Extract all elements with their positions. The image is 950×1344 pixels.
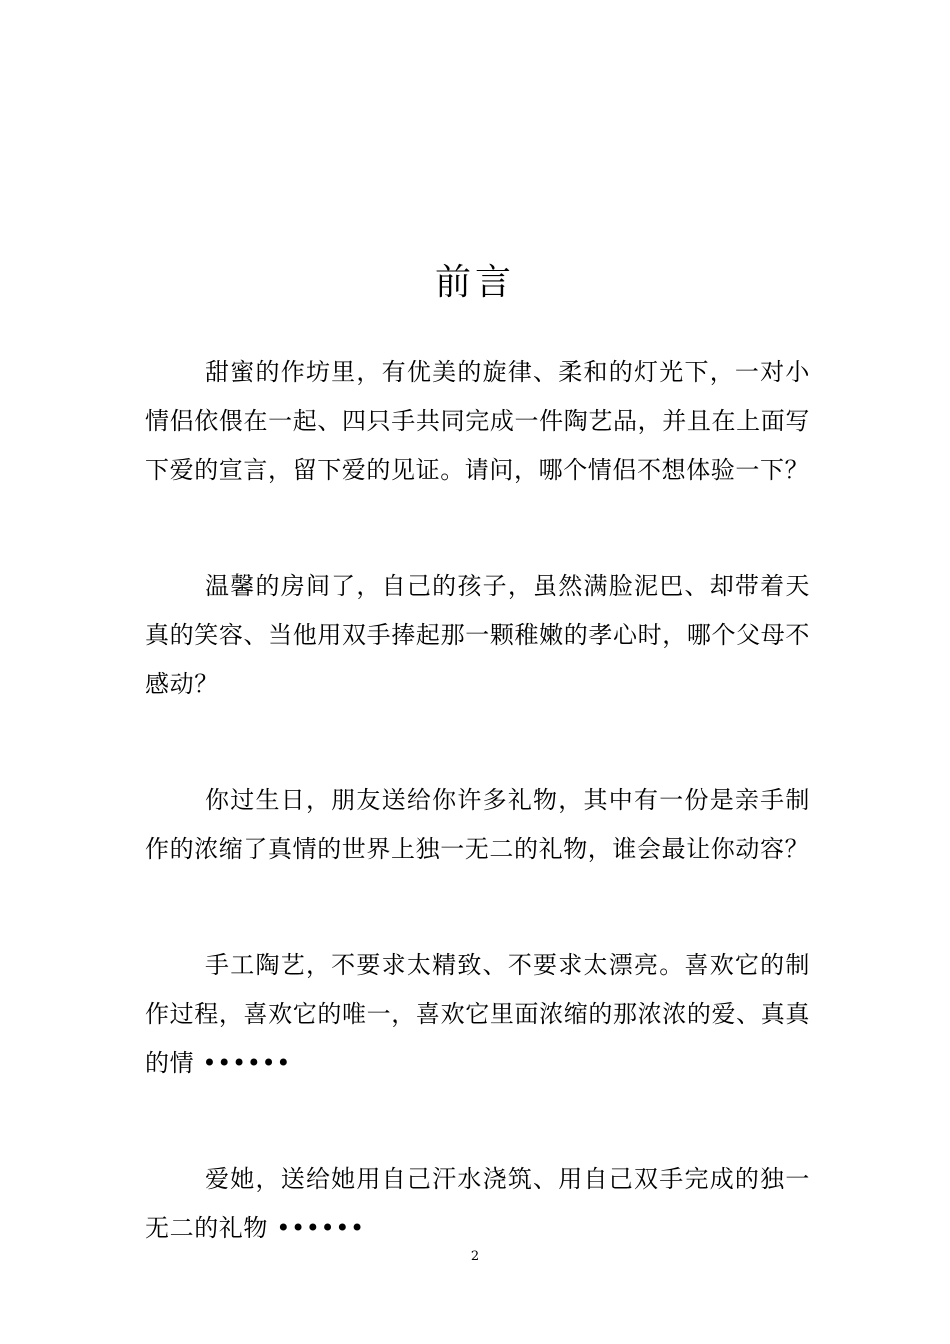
paragraph-3: 你过生日，朋友送给你许多礼物，其中有一份是亲手制作的浓缩了真情的世界上独一无二的礼物，谁会最让你动容？ (145, 786, 810, 863)
page-title: 前言 (434, 262, 515, 303)
page-number: 2 (470, 1249, 480, 1264)
body-text (145, 348, 810, 1253)
paragraph-1: 甜蜜的作坊里，有优美的旋律、柔和的灯光下，一对小情侣依偎在一起、四只手共同完成一件陶艺品，并且在上面写下爱的宣言，留下爱的见证。请问，哪个情侣不想体验一下？ (145, 358, 810, 484)
paragraph-4: 手工陶艺，不要求太精致、不要求太漂亮。喜欢它的制作过程，喜欢它的唯一，喜欢它里面浓缩的那浓浓的爱、真真的情 •••••• (145, 951, 810, 1077)
paragraph-5: 爱她，送给她用自己汗水浇筑、用自己双手完成的独一无二的礼物 •••••• (145, 1165, 810, 1242)
paragraph-2: 温馨的房间了，自己的孩子，虽然满脸泥巴、却带着天真的笑容、当他用双手捧起那一颗稚嫩的孝心时，哪个父母不感动？ (145, 572, 810, 698)
